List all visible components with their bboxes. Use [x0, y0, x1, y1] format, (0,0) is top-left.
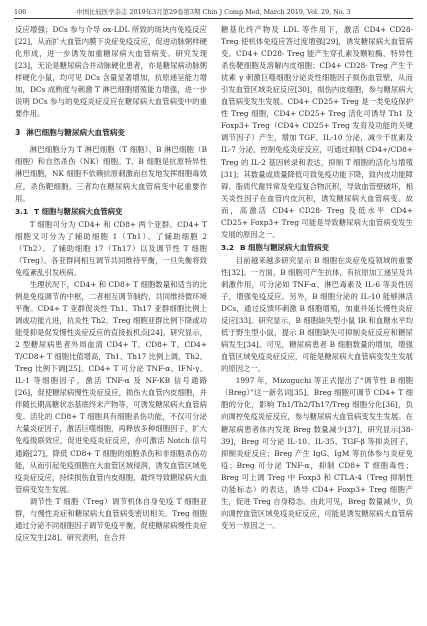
- paragraph: 淋巴细胞分为 T 淋巴细胞（T 细胞）、B 淋巴细胞（B 细胞）和自然杀伤（NK）细胞。T、B 细胞是抗原特异性淋巴细胞，NK 细胞不依赖抗原刺激而自发地发挥细胞毒效应，杀伤靶细胞。三者均在糖尿病大血管病变中起重要作用。: [15, 145, 207, 203]
- heading-text: B 细胞与糖尿病大血管病变: [240, 242, 329, 252]
- right-column: [221, 24, 413, 532]
- page-header: [14, 6, 413, 19]
- left-column: [15, 24, 207, 544]
- heading-text: T 细胞与糖尿病大血管病变: [34, 206, 123, 216]
- paragraph: 1997 年，Mizoguchi 等正式提出了“调节性 B 细胞（Breg）”这一新名词[35]。Breg 细胞可调节 CD4+ T 细胞的分化，影响 Th1/Th2/Th17/Treg 细胞分化[36]，负向调控免疫炎症反应，参与糖尿病大血管病变发生发展。在糖尿病患者体内发现 Breg 数量减少[37]，研究显示[38-39]，Breg 可分泌 IL-10、IL-35、TGF-β 等抑炎因子，抑制炎症反应；Breg 产生 IgG、IgM 等抗体参与炎症免疫；Breg 可分泌 TNF-α，抑制 CD8+ T 细胞毒性；Breg 可上调 Treg 中 Foxp3 和 CTLA-4（Treg 抑制性功能标志）的表达，诱导 CD4+ Foxp3+ Treg 细胞产生，促进 Treg 自身稳态。由此可见，Breg 数量减少，负向调控血管区域免疫炎症反应，可能是诱发糖尿病大血管病变另一原因之一。: [221, 376, 413, 530]
- subsection-heading: [15, 206, 207, 218]
- paragraph: 反应增强；DCs 参与介导 ox-LDL 所致的斑块内免疫反应[22]，从而扩大血管内膜下炎症免疫反应，促进动脉粥样硬化形成，进一步诱发加重糖尿病大血管病变。研究发现[23]，无论是糖尿病合并动脉硬化患者，亦是糖尿病动脉粥样硬化小鼠，均可见 DCs 含量显著增加，抗原递呈能力增加，DCs 成熟度与刺激 T 淋巴细胞增殖能力增强，进一步说明 DCs 参与的免疫炎症反应在糖尿病大血管病变中的重要作用。: [15, 25, 207, 119]
- subsection-heading: [221, 242, 413, 254]
- heading-number: 3.1: [15, 206, 29, 216]
- heading-text: 淋巴细胞与糖尿病大血管病变: [26, 128, 126, 138]
- heading-number: 3: [15, 128, 21, 138]
- paragraph: 糖基化终产物及 LDL 等作用下，激活 CD4+ CD28- Treg 使机体免疫应答过度增强[29]，诱发糖尿病大血管病变。CD4+ CD28- Treg 能产生穿孔素及颗粒酶，特异性杀伤靶细胞及溶解内皮细胞；CD4+ CD28- Treg 产生干扰素 γ 刺激巨噬细胞分泌炎性细胞因子损伤血管壁，从而引发血管区域炎症反应[30]，损伤内皮细胞，参与糖尿病大血管病变发生发展。CD4+ CD25+ Treg 是一类免疫保护性 Treg 细胞，CD4+ CD25+ Treg 活化可诱导 Th1 及 Foxp3+ Treg（CD4+ CD25+ Treg 发育及功能的关键调节因子）产生，增加 TGF、IL-10 分泌，减少干扰素及 IL-7 分泌，控制免疫炎症反应，可通过抑制 CD4+/CD8+ Treg 的 IL-2 基因转录和表达，抑制 T 细胞的活化与增殖[31]；其数量或质量降低可致免疫功能下降，致内皮功能障碍、脂质代谢异常及免疫复合物沉积，导致血管壁破坏，相关炎性因子在血管内皮沉积，诱发糖尿病大血管病变。故而，高激活 CD4+ CD28- Treg 及低水平 CD4+ CD25+ Foxp3+ Treg 可能是导致糖尿病大血管病变发生发展的原因之一。: [221, 25, 413, 239]
- paragraph: 目前越来越多研究显示 B 细胞在炎症免疫领域的重要性[32]。一方面，B 细胞可产生抗体，有抗原加工递呈及共刺激作用，可分泌如 TNF-α、淋巴毒素及 IL-6 等炎性因子，增强免疫反应。另外，B 细胞分泌的 IL-10 能够淋活 DCs，通过反馈环刺激 B 细胞增殖，加重并延长慢性炎症反应[33]。研究显示，B 细胞缺失型小鼠 IR 和血糖水平均低于野生型小鼠，提示 B 细胞缺失可抑制炎症反应和糖尿病发生[34]。可见，糖尿病患者 B 细胞数量的增加，增强血管区域免疫炎症反应，可能是糖尿病大血管病变发生发展的原因之一。: [221, 255, 413, 374]
- paragraph: T 细胞可分为 CD4+ 和 CD8+ 两个亚群。CD4+ T 细胞又可分为了辅助细胞 1（Th1）、了辅助细胞 2（Th2）、了辅助细胞 17（Th17）以及调节性 T 细胞（Treg）。各亚群间相互调节共同维持平衡，一旦失衡将致免疫紊乱引发疾病。: [15, 219, 207, 277]
- page-number: 106: [14, 8, 27, 16]
- paragraph: 调节性 T 细胞（Treg）调节机体自身免疫 T 细胞亚群，与慢性炎症和糖尿病大血管病变密切相关。Treg 细胞通过分泌不同细胞因子调节免疫平衡，促使糖尿病慢性炎症反应发生[28]。研究表明，在合并: [15, 496, 207, 542]
- heading-number: 3.2: [221, 242, 235, 252]
- journal-running-title: 中国比较医学杂志 2019年3月第29卷第3期 Chin J Comp Med, March 2019, Vol. 29, No. 3: [76, 8, 351, 16]
- paragraph: 生理状况下，CD4+ 和 CD8+ T 细胞数量和适当的比例是免疫调节的中枢，二者相互调节制约，共同维持微环境平衡。CD4+ T 亚群促炎性 Th1、Th17 亚群细胞比例上调或功能亢进，抗炎性 Th2、Treg 细胞亚群比例下降或功能受抑是促发慢性炎症反应的直接扳机点[24]。研究显示，2 型糖尿病患者外周血清 CD4+ T、CD8+ T、CD4+ T/CD8+ T 细胞比值增高，Th1、Th17 比例上调，Th2、Treg 比例下调[25]。CD4+ T 可分泌 TNF-α、IFN-γ、IL-1 等细胞因子，激活 TNF-α 及 NF-KB 信号通路[26]，促使糖尿病慢性炎症反应，损伤大血管内皮细胞，并伴随长期高糖状态基底终末产物等，可诱发糖尿病大血管病变。活化的 CD8+ T 细胞具有细胞杀伤功能，不仅可分泌大量炎症因子，激活巨噬细胞，再释放多种细胞因子，扩大免疫级联效应，促进免疫炎症反应，亦可激活 Notch 信号通路[27]，降低 CD8+ T 细胞的细胞杀伤和非细胞杀伤功能，从而引起免疫细胞在大血管区域侵润，诱发血管区域免疫炎症反应，持续损伤血管内皮细胞，最终导致糖尿病大血管病变发生发展。: [15, 279, 207, 494]
- section-heading: [15, 127, 207, 139]
